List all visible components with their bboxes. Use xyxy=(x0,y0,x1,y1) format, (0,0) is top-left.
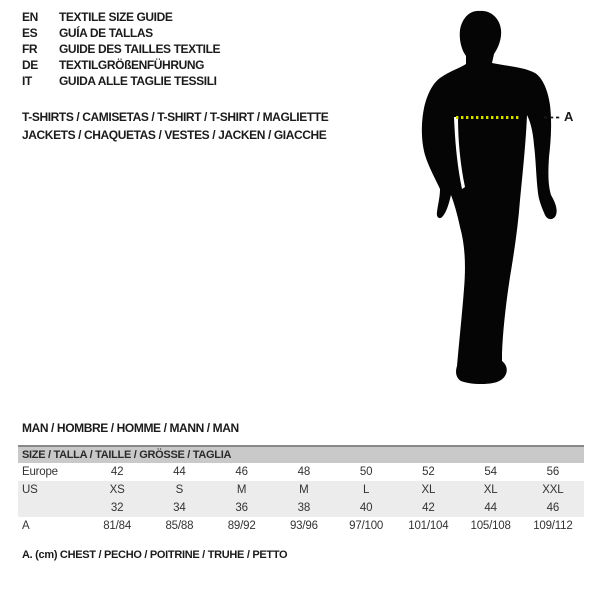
table-row-numeric xyxy=(18,499,584,517)
language-label: GUIDE DES TAILLES TEXTILE xyxy=(59,42,221,56)
table-row-us xyxy=(18,481,584,499)
size-cell: L xyxy=(363,484,370,496)
language-code: EN xyxy=(22,10,38,24)
size-cell: 40 xyxy=(359,502,373,514)
size-cell: M xyxy=(236,484,247,496)
size-cell: 93/96 xyxy=(289,520,318,532)
table-row-europe xyxy=(18,463,584,481)
size-cell: 42 xyxy=(422,502,435,514)
size-cell: 44 xyxy=(173,466,186,478)
size-cell: XS xyxy=(109,484,125,496)
size-cell: 44 xyxy=(484,502,497,514)
language-row-de xyxy=(22,57,220,73)
size-cell: 46 xyxy=(235,466,248,478)
size-cell: M xyxy=(299,484,309,496)
language-code: IT xyxy=(22,74,32,88)
size-cell: 105/108 xyxy=(470,520,511,532)
size-cell: 52 xyxy=(422,466,435,478)
language-row-it xyxy=(22,73,220,89)
size-table-header: SIZE / TALLA / TAILLE / GRÖSSE / TAGLIA xyxy=(18,445,584,463)
size-cell: XXL xyxy=(542,484,564,496)
language-label: GUIDA ALLE TAGLIE TESSILI xyxy=(59,74,217,88)
language-code: DE xyxy=(22,58,38,72)
language-code: ES xyxy=(22,26,38,40)
language-label: TEXTILGRÖßENFÜHRUNG xyxy=(59,58,205,72)
row-label: US xyxy=(22,484,38,496)
man-silhouette-shape xyxy=(422,11,557,384)
language-row-es xyxy=(22,25,220,41)
language-label: TEXTILE SIZE GUIDE xyxy=(59,10,173,24)
category-tshirts: T-SHIRTS / CAMISETAS / T-SHIRT / T-SHIRT / MAGLIETTE xyxy=(22,110,329,124)
size-cell: 36 xyxy=(235,502,248,514)
language-code: FR xyxy=(22,42,38,56)
garment-categories xyxy=(22,108,328,144)
size-cell: S xyxy=(175,484,184,496)
size-cell: 34 xyxy=(173,502,186,514)
size-cell: 81/84 xyxy=(103,520,132,532)
size-cell: 32 xyxy=(110,502,124,514)
size-table xyxy=(18,445,584,535)
man-silhouette xyxy=(398,5,580,387)
language-list xyxy=(22,9,220,89)
size-cell: XL xyxy=(421,484,436,496)
size-cell: XL xyxy=(483,484,498,496)
size-cell: 54 xyxy=(484,466,497,478)
size-cell: 109/112 xyxy=(533,520,573,532)
size-cell: 38 xyxy=(297,502,311,514)
size-cell: 42 xyxy=(110,466,124,478)
man-heading: MAN / HOMBRE / HOMME / MANN / MAN xyxy=(22,421,239,435)
size-cell: 48 xyxy=(297,466,311,478)
language-label: GUÍA DE TALLAS xyxy=(59,26,153,40)
size-cell: 50 xyxy=(359,466,373,478)
language-row-en xyxy=(22,9,220,25)
size-cell: 56 xyxy=(546,466,560,478)
size-cell: 85/88 xyxy=(165,520,194,532)
row-label: A xyxy=(22,520,30,532)
row-label xyxy=(18,499,86,517)
size-cell: 46 xyxy=(546,502,560,514)
table-row-chest xyxy=(18,517,584,535)
size-cell: 89/92 xyxy=(227,520,256,532)
language-row-fr xyxy=(22,41,220,57)
size-cell: 97/100 xyxy=(349,520,384,532)
measurement-footnote: A. (cm) CHEST / PECHO / POITRINE / TRUHE / PETTO xyxy=(22,549,288,561)
size-cell: 101/104 xyxy=(408,520,449,532)
row-label: Europe xyxy=(22,466,58,478)
measure-label-a: A xyxy=(564,109,574,124)
category-jackets: JACKETS / CHAQUETAS / VESTES / JACKEN / GIACCHE xyxy=(22,128,327,142)
